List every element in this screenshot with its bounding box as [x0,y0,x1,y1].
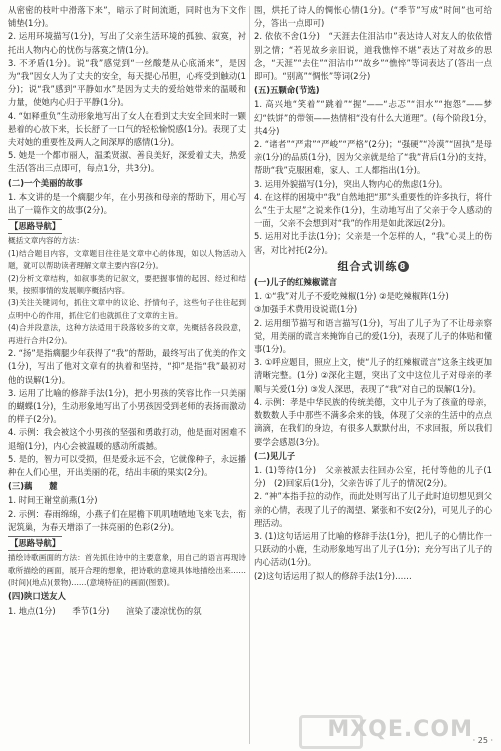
answer-paragraph: 3. 不矛盾(1分)。说“我”感觉到“一丝酸楚从心底涌来”，是因为“我”因女人为了丈夫的安全，每天提心吊胆，心疼受到触动(1分)；说“我”感到“平静如水”是因为丈夫的爱给她带来的温暖和力量，使她内心归于平静(1分)。 [8,57,246,108]
answer-paragraph: 4. 示例：孝是中华民族的传统美德，文中儿子为了孩童的母亲，数数数人手中那些不满多余来的钱，体现了父亲的生活中的点点滴滴，在我们的身边，有很多人默默付出，不求回报，所以我们要学会感恩(3分)。 [254,396,492,447]
answer-paragraph: 2. 运用细节描写和语言描写(1分)，写出了儿子为了不让母亲察觉，用美丽的谎言来掩饰自己的爱(1分)，表现了儿子的体贴和懂事(1分)。 [254,317,492,355]
answer-paragraph: 2. 依依不舍(1分) “天涯去住泪沾巾”表达诗人对友人的依依惜别之情；“若见故乡亲旧说，道我憔悴不堪”表达了对故乡的思念，“天涯”“去住”“泪沾巾”“故乡”“憔悴”等词表达了(答出一点即可)。“别离”“惆怅”等词(2分) [254,31,492,82]
tip-text: (1)结合题目内容，文章题目往往是文章中心的体现，如以人物活动入题，就可以帮助读者理解文章主要内容(2分)。 [8,248,246,271]
answer-paragraph: 2. 示例：春雨绵绵，小燕子们在屋檐下叽叽喳喳地飞来飞去，衔泥筑巢，为春天增添了一抹亮丽的色彩(2分)。 [8,508,246,532]
answer-paragraph: 1. 本文讲的是一个瘸腿少年，在小男孩和母亲的帮助下，用心写出了一篇作文的故事(2分)。 [8,191,246,216]
passage-heading: (二)一个美丽的故事 [8,177,83,188]
answer-paragraph: 4. 在这样的困境中“我”自然地把“那”头重要性的许多执行，将什么“生于太屋”之说来作(1分)，生动地写出了父亲于令人感动的一面，父亲不会想到对“我”的作用是如此深远(2分)。 [254,191,492,229]
tip-heading-row [8,534,246,552]
answer-paragraph: 5. 是的，智力可以受损，但是爱永远不会，它就像种子，永远播种在人们心里，开出美丽的花，结出丰硕的果实(2分)。 [8,453,246,477]
left-column [8,4,246,618]
tip-heading-row [8,217,246,235]
tip-text: (4)合并段意法，这种方法适用于段落较多的文章，先概括各段段意，再进行合并(2分)。 [8,323,246,345]
section-number-badge: 8 [398,261,409,272]
answer-paragraph: 2. “扬”是指瘸腿少年获得了“我”的帮助，最终写出了优美的作文(1分)，写出了他对文章有的执着和坚持，“抑”是指“我”最初对他的误解(1分)。 [8,348,246,385]
tip-text: 描绘诗歌画面的方法：首先抓住诗中的主要意象，用自己的语言再现诗歌所描绘的画面，展开合理的想象，把诗歌的意境具体地描绘出来……(时间)(地点)(景物)……(意境特征)的画面(图景)。 [8,553,246,587]
answer-paragraph: 5. 她是一个都市丽人，温柔贤淑、善良美好，深爱着丈夫，热爱生活(答出三点即可，每点1分，共3分)。 [8,150,246,174]
passage-heading: (一)儿子的红辣椒谎言 [254,277,338,288]
answer-paragraph: 1. 高兴地“笑着”“跳着”“握”——“忐忑”“泪水”“抱怨”——梦幻“铁饼”的带领——热情相“没有什么大道理”。(每个阶段1分，共4分) [254,99,492,136]
passage-heading: (五)五颗命(节选) [254,85,320,96]
answer-paragraph: 2. “神”本指手拉的动作，而此处则写出了儿子此时迫切想见到父亲的心情，表现了儿子的渴望、紧张和不安(2分)，可见儿子的心理活动。 [254,491,492,528]
answer-paragraph: 3. 运用了比喻的修辞手法(1分)，把小男孩的笑容比作一只美丽的蝴蝶(1分)，生动形象地写出了小男孩因受到老师的表扬而激动的样子(2分)。 [8,387,246,425]
passage-heading: (二)见儿子 [254,450,296,461]
column-divider [249,6,250,744]
page-number: · 25 · [472,736,493,745]
answer-paragraph: 3. 运用外貌描写(1分)，突出人物内心的焦虑(1分)。 [254,178,448,189]
answer-paragraph: (2)这句话运用了拟人的修辞手法(1分)…… [254,570,412,581]
passage-heading: (三)藕 麓 [8,481,58,492]
tip-heading: 【思路导航】 [8,219,62,234]
section-title [254,260,492,273]
tip-text: (2)分析文章结构，如叙事类的记叙文，要把握事情的起因、经过和结果，按照事情的发展顺序概括内容。 [8,273,246,296]
right-column [254,4,492,583]
answer-paragraph: ③加强手术费用设说谎(1分) [254,304,358,315]
tip-text: 概括文章内容的方法： [8,236,84,246]
answer-paragraph: 4. 示例：我会被这个小男孩的坚强和勇敢打动，他是面对困难不退缩(1分)，内心会被温暖的感动所震撼。 [8,427,246,451]
answer-paragraph: 3. (1)这句话运用了比喻的修辞手法(1分)，把儿子的心情比作一只跃动的小鹿，生动形象地写出了儿子(1分)；充分写出了儿子的内心活动(1分)。 [254,530,492,568]
watermark-logo [303,717,473,743]
tip-text: (3)关注关键词句，抓住文章中的议论、抒情句子，这些句子往往起到点明中心的作用，抓住它们也就抓住了文章的主旨。 [8,298,246,320]
answer-paragraph: 4. “如释重负”生动形象地写出了女人在看到丈夫安全回来时一颗悬着的心放下来，长长舒了一口气的轻松愉悦感(1分)。表现了丈夫对她的重要性及两人之间深厚的感情(1分)。 [8,110,246,148]
answer-paragraph: 1. 时间王谢堂前燕(1分) [8,495,98,506]
watermark-text: MXQE.COM [327,717,473,742]
answer-paragraph: 从密密的枝叶中滑落下来”，暗示了时间流逝，同时也为下文作铺垫(1分)。 [8,5,246,29]
answer-paragraph: 2. 运用环境描写(1分)，写出了父亲生活环境的孤独、寂寞，衬托出人物内心的忧伤与落寞之情(1分)。 [8,31,246,55]
passage-heading: (四)陕口送友人 [8,591,66,602]
answer-paragraph: 3. ①呼应题目，照应上文，使“儿子的红辣椒谎言”这条主线更加清晰完整。(1分) ②深化主题，突出了文中这位儿子对母亲的孝顺与关爱(1分) ③发人深思，表现了“我”对自己的误解(1分)。 [254,357,492,394]
answer-paragraph: 1. (1)等待(1分) 父亲被派去往回办公室，托付等他的儿子(1分) (2)回家后(1分)，父亲告诉了儿子的情况(2分)。 [254,464,492,489]
section-title-text: 组合式训练 [337,259,398,273]
answer-paragraph: 围，烘托了诗人的惆怅心情(1分)。(“季节”写成“时间”也可给分，答出一点即可) [254,5,492,29]
answer-paragraph: 1. ①“我”对儿子不爱吃辣椒(1分) ②是吃辣椒阵(1分) [254,291,449,302]
answer-paragraph: 2. “诸者”“严肃”“严峻”“严格”(2分)；“强硬”“冷漠”“固执”是母亲(1分)的品质(1分)，因为父亲就是给了“我”背后(1分)的支持，帮助“我”克服困难，家人、工人都指出(1分)。 [254,139,492,176]
answer-paragraph: 1. 地点(1分) 季节(1分) 渲染了凄凉忧伤的氛 [8,605,202,616]
answer-paragraph: 5. 运用对比手法(1分)；父亲是一个怎样的人，“我”心灵上的伤害，对比衬托(2分)。 [254,231,492,255]
tip-heading: 【思路导航】 [8,536,62,551]
